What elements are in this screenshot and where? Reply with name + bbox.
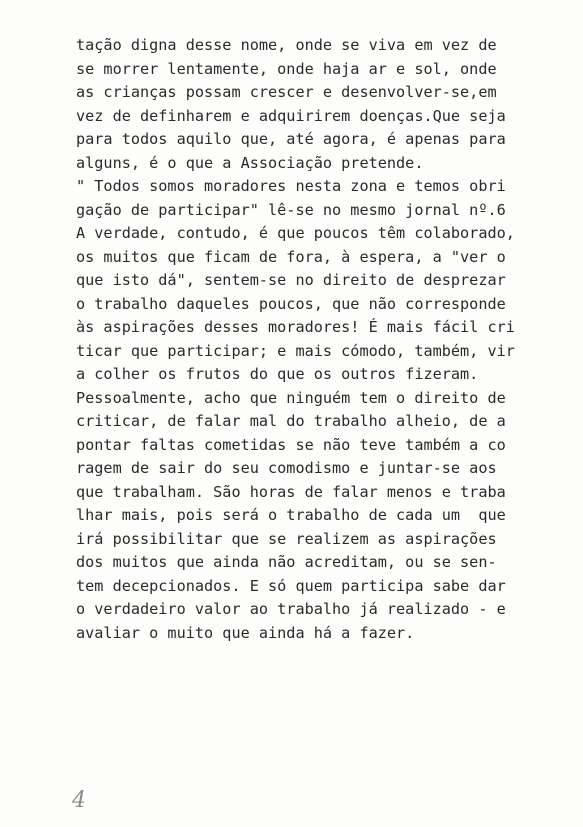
text-line: se morrer lentamente, onde haja ar e sol, onde (76, 59, 497, 78)
text-line: irá possibilitar que se realizem as aspirações (76, 529, 497, 548)
text-line: Pessoalmente, acho que ninguém tem o direito de (76, 388, 506, 407)
text-line: o verdadeiro valor ao trabalho já realizado - e (76, 600, 506, 618)
text-line: gação de participar" lê-se no mesmo jornal nº.6 (76, 200, 506, 219)
text-line: tação digna desse nome, onde se viva em vez de (76, 36, 497, 54)
text-line: tem decepcionados. E só quem participa sabe dar (76, 576, 506, 595)
text-line: " Todos somos moradores nesta zona e temos obri (76, 177, 506, 195)
text-line: pontar faltas cometidas se não teve também a co (76, 435, 506, 454)
text-line: às aspirações desses moradores! É mais fácil cri (76, 318, 515, 336)
text-line: lhar mais, pois será o trabalho de cada um que (76, 506, 506, 524)
typewritten-text (76, 34, 576, 645)
text-line: o trabalho daqueles poucos, que não corresponde (76, 294, 506, 313)
text-line: ticar que participar; e mais cómodo, também, vir (76, 341, 515, 360)
text-line: as crianças possam crescer e desenvolver-se,em (76, 83, 497, 101)
page-number: 4 (72, 788, 86, 813)
text-line: A verdade, contudo, é que poucos têm colaborado, (76, 224, 515, 242)
text-line: dos muitos que ainda não acreditam, ou se sen- (76, 553, 497, 571)
text-line: ragem de sair do seu comodismo e juntar-se aos (76, 459, 497, 477)
text-line: avaliar o muito que ainda há a fazer. (76, 623, 415, 642)
text-line: que trabalham. São horas de falar menos e traba (76, 482, 506, 501)
text-line: criticar, de falar mal do trabalho alheio, de a (76, 412, 506, 430)
text-line: a colher os frutos do que os outros fizeram. (76, 365, 479, 383)
text-line: vez de definharem e adquirirem doenças.Que seja (76, 106, 506, 125)
text-line: para todos aquilo que, até agora, é apenas para (76, 130, 506, 148)
text-line: alguns, é o que a Associação pretende. (76, 153, 424, 172)
text-line: que isto dá", sentem-se no direito de desprezar (76, 271, 506, 289)
text-line: os muitos que ficam de fora, à espera, a "ver o (76, 247, 506, 266)
